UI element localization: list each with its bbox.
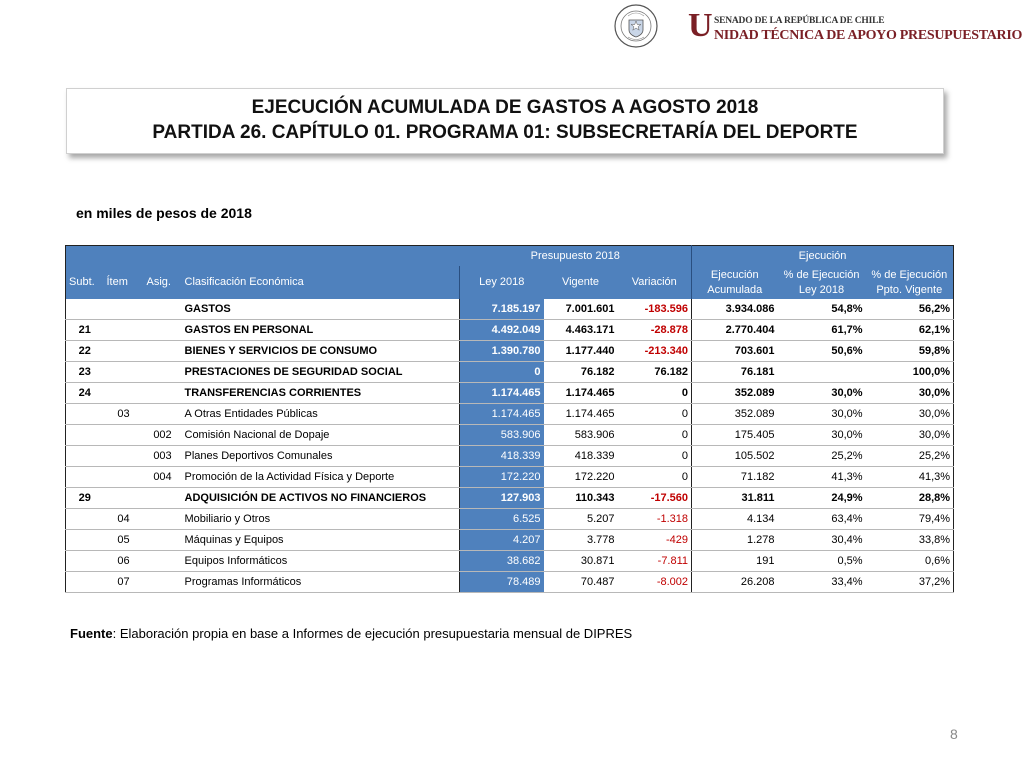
- cell-item: 04: [104, 509, 144, 530]
- cell-pct-ley: 0,5%: [778, 551, 866, 572]
- cell-clasificacion: ADQUISICIÓN DE ACTIVOS NO FINANCIEROS: [182, 488, 460, 509]
- cell-asig: [144, 362, 182, 383]
- cell-ley: 1.174.465: [460, 383, 544, 404]
- cell-variacion: -17.560: [618, 488, 692, 509]
- cell-variacion: -183.596: [618, 299, 692, 320]
- table-row: [66, 509, 954, 530]
- cell-pct-vigente: 28,8%: [866, 488, 954, 509]
- cell-ley: 78.489: [460, 572, 544, 593]
- col-header-pct-vigente: [866, 266, 954, 299]
- cell-pct-ley: 30,0%: [778, 425, 866, 446]
- cell-subt: 22: [66, 341, 104, 362]
- cell-variacion: 0: [618, 446, 692, 467]
- cell-item: [104, 425, 144, 446]
- cell-variacion: -1.318: [618, 509, 692, 530]
- cell-pct-ley: 25,2%: [778, 446, 866, 467]
- cell-clasificacion: Planes Deportivos Comunales: [182, 446, 460, 467]
- source-label: Fuente: [70, 626, 113, 641]
- title-box: [66, 88, 944, 154]
- cell-item: [104, 467, 144, 488]
- cell-pct-ley: 61,7%: [778, 320, 866, 341]
- cell-vigente: 76.182: [544, 362, 618, 383]
- cell-variacion: -7.811: [618, 551, 692, 572]
- col-header-pct-vigente-2: Ppto. Vigente: [876, 283, 943, 296]
- header-blank: [66, 246, 460, 267]
- cell-pct-vigente: 30,0%: [866, 383, 954, 404]
- cell-subt: [66, 299, 104, 320]
- cell-variacion: -213.340: [618, 341, 692, 362]
- cell-item: [104, 362, 144, 383]
- cell-asig: [144, 488, 182, 509]
- source-note: [70, 626, 632, 641]
- cell-subt: 23: [66, 362, 104, 383]
- cell-vigente: 1.174.465: [544, 383, 618, 404]
- cell-variacion: 0: [618, 404, 692, 425]
- cell-variacion: 0: [618, 383, 692, 404]
- table-row: [66, 572, 954, 593]
- brand-wordmark: [688, 6, 1023, 50]
- title-line-2: PARTIDA 26. CAPÍTULO 01. PROGRAMA 01: SUBSECRETARÍA DEL DEPORTE: [152, 122, 858, 143]
- cell-ejecucion: 31.811: [692, 488, 778, 509]
- cell-pct-vigente: 30,0%: [866, 404, 954, 425]
- group-header-presupuesto: Presupuesto 2018: [460, 246, 692, 267]
- cell-vigente: 1.174.465: [544, 404, 618, 425]
- cell-vigente: 110.343: [544, 488, 618, 509]
- cell-clasificacion: TRANSFERENCIAS CORRIENTES: [182, 383, 460, 404]
- cell-item: 03: [104, 404, 144, 425]
- cell-asig: 004: [144, 467, 182, 488]
- cell-ley: 4.207: [460, 530, 544, 551]
- col-header-ejecucion-acumulada: [692, 266, 778, 299]
- table-row: [66, 404, 954, 425]
- cell-subt: [66, 425, 104, 446]
- col-header-subt: Subt.: [66, 266, 104, 299]
- cell-vigente: 7.001.601: [544, 299, 618, 320]
- cell-vigente: 3.778: [544, 530, 618, 551]
- cell-ejecucion: 703.601: [692, 341, 778, 362]
- cell-asig: [144, 530, 182, 551]
- cell-ejecucion: 1.278: [692, 530, 778, 551]
- cell-pct-ley: 54,8%: [778, 299, 866, 320]
- col-header-pct-ley-1: % de Ejecución: [783, 268, 860, 281]
- cell-subt: 24: [66, 383, 104, 404]
- cell-asig: 002: [144, 425, 182, 446]
- cell-ejecucion: 352.089: [692, 404, 778, 425]
- col-header-variacion: Variación: [618, 266, 692, 299]
- cell-clasificacion: Comisión Nacional de Dopaje: [182, 425, 460, 446]
- cell-item: 07: [104, 572, 144, 593]
- cell-item: [104, 488, 144, 509]
- cell-ley: 6.525: [460, 509, 544, 530]
- cell-clasificacion: GASTOS: [182, 299, 460, 320]
- cell-asig: [144, 341, 182, 362]
- col-header-clasificacion: Clasificación Económica: [182, 266, 460, 299]
- cell-pct-ley: 50,6%: [778, 341, 866, 362]
- cell-ejecucion: 175.405: [692, 425, 778, 446]
- cell-variacion: -8.002: [618, 572, 692, 593]
- cell-variacion: 0: [618, 467, 692, 488]
- cell-item: [104, 341, 144, 362]
- cell-variacion: 0: [618, 425, 692, 446]
- table-row: [66, 551, 954, 572]
- cell-asig: [144, 572, 182, 593]
- cell-pct-vigente: 37,2%: [866, 572, 954, 593]
- budget-table: [65, 245, 953, 595]
- cell-asig: [144, 404, 182, 425]
- cell-subt: [66, 530, 104, 551]
- cell-clasificacion: Equipos Informáticos: [182, 551, 460, 572]
- cell-item: [104, 299, 144, 320]
- col-header-ejecucion-acumulada-2: Acumulada: [707, 283, 763, 296]
- col-header-vigente: Vigente: [544, 266, 618, 299]
- cell-variacion: -429: [618, 530, 692, 551]
- table-row: [66, 446, 954, 467]
- cell-ley: 127.903: [460, 488, 544, 509]
- col-header-pct-ley-2: Ley 2018: [798, 283, 845, 296]
- cell-ejecucion: 352.089: [692, 383, 778, 404]
- brand-letter: U: [688, 7, 713, 44]
- cell-variacion: 76.182: [618, 362, 692, 383]
- units-label: en miles de pesos de 2018: [76, 205, 252, 221]
- cell-clasificacion: A Otras Entidades Públicas: [182, 404, 460, 425]
- cell-ley: 0: [460, 362, 544, 383]
- cell-ley: 1.390.780: [460, 341, 544, 362]
- cell-pct-vigente: 0,6%: [866, 551, 954, 572]
- cell-pct-ley: [778, 362, 866, 383]
- cell-ley: 172.220: [460, 467, 544, 488]
- cell-ejecucion: 71.182: [692, 467, 778, 488]
- cell-item: [104, 446, 144, 467]
- cell-subt: 29: [66, 488, 104, 509]
- cell-item: 06: [104, 551, 144, 572]
- table-row: [66, 299, 954, 320]
- cell-pct-ley: 41,3%: [778, 467, 866, 488]
- cell-variacion: -28.878: [618, 320, 692, 341]
- cell-pct-vigente: 41,3%: [866, 467, 954, 488]
- cell-clasificacion: Máquinas y Equipos: [182, 530, 460, 551]
- table-row: [66, 530, 954, 551]
- cell-clasificacion: PRESTACIONES DE SEGURIDAD SOCIAL: [182, 362, 460, 383]
- cell-ley: 38.682: [460, 551, 544, 572]
- col-header-item: Ítem: [104, 266, 144, 299]
- cell-subt: [66, 572, 104, 593]
- cell-subt: [66, 446, 104, 467]
- cell-clasificacion: BIENES Y SERVICIOS DE CONSUMO: [182, 341, 460, 362]
- cell-ley: 418.339: [460, 446, 544, 467]
- table-row: [66, 425, 954, 446]
- cell-clasificacion: GASTOS EN PERSONAL: [182, 320, 460, 341]
- cell-clasificacion: Mobiliario y Otros: [182, 509, 460, 530]
- cell-pct-ley: 30,4%: [778, 530, 866, 551]
- title-line-1: EJECUCIÓN ACUMULADA DE GASTOS A AGOSTO 2018: [251, 97, 759, 118]
- cell-ley: 4.492.049: [460, 320, 544, 341]
- table-row: [66, 488, 954, 509]
- cell-ley: 1.174.465: [460, 404, 544, 425]
- cell-item: [104, 320, 144, 341]
- cell-vigente: 70.487: [544, 572, 618, 593]
- cell-pct-ley: 33,4%: [778, 572, 866, 593]
- cell-vigente: 4.463.171: [544, 320, 618, 341]
- col-header-asig: Asig.: [144, 266, 182, 299]
- cell-vigente: 583.906: [544, 425, 618, 446]
- cell-clasificacion: Programas Informáticos: [182, 572, 460, 593]
- group-header-ejecucion: Ejecución: [692, 246, 954, 267]
- cell-pct-vigente: 100,0%: [866, 362, 954, 383]
- cell-ejecucion: 76.181: [692, 362, 778, 383]
- cell-ejecucion: 4.134: [692, 509, 778, 530]
- cell-pct-ley: 30,0%: [778, 404, 866, 425]
- cell-pct-vigente: 30,0%: [866, 425, 954, 446]
- col-header-ejecucion-acumulada-1: Ejecución: [710, 268, 759, 281]
- col-header-pct-vigente-1: % de Ejecución: [871, 268, 948, 281]
- col-header-ley: Ley 2018: [460, 266, 544, 299]
- cell-vigente: 172.220: [544, 467, 618, 488]
- cell-asig: [144, 320, 182, 341]
- cell-pct-vigente: 59,8%: [866, 341, 954, 362]
- cell-pct-vigente: 79,4%: [866, 509, 954, 530]
- cell-item: [104, 383, 144, 404]
- cell-vigente: 418.339: [544, 446, 618, 467]
- logo-header: [612, 4, 1023, 50]
- cell-ejecucion: 105.502: [692, 446, 778, 467]
- cell-subt: [66, 404, 104, 425]
- cell-asig: [144, 509, 182, 530]
- cell-vigente: 5.207: [544, 509, 618, 530]
- source-text: : Elaboración propia en base a Informes de ejecución presupuestaria mensual de DIPRES: [112, 626, 633, 641]
- cell-pct-vigente: 33,8%: [866, 530, 954, 551]
- cell-subt: [66, 551, 104, 572]
- cell-ley: 7.185.197: [460, 299, 544, 320]
- cell-asig: [144, 551, 182, 572]
- cell-pct-ley: 63,4%: [778, 509, 866, 530]
- cell-vigente: 30.871: [544, 551, 618, 572]
- cell-ejecucion: 3.934.086: [692, 299, 778, 320]
- cell-asig: [144, 383, 182, 404]
- brand-senado: SENADO DE LA REPÚBLICA DE CHILE: [714, 16, 885, 26]
- brand-unidad: NIDAD TÉCNICA DE APOYO PRESUPUESTARIO: [714, 28, 1023, 43]
- cell-subt: 21: [66, 320, 104, 341]
- cell-ejecucion: 2.770.404: [692, 320, 778, 341]
- cell-vigente: 1.177.440: [544, 341, 618, 362]
- cell-pct-ley: 30,0%: [778, 383, 866, 404]
- table-row: [66, 467, 954, 488]
- cell-asig: 003: [144, 446, 182, 467]
- cell-pct-vigente: 62,1%: [866, 320, 954, 341]
- cell-subt: [66, 467, 104, 488]
- cell-ejecucion: 26.208: [692, 572, 778, 593]
- cell-item: 05: [104, 530, 144, 551]
- cell-ejecucion: 191: [692, 551, 778, 572]
- table-row: [66, 320, 954, 341]
- cell-subt: [66, 509, 104, 530]
- table-row: [66, 341, 954, 362]
- cell-pct-ley: 24,9%: [778, 488, 866, 509]
- cell-asig: [144, 299, 182, 320]
- table-row: [66, 383, 954, 404]
- cell-pct-vigente: 25,2%: [866, 446, 954, 467]
- col-header-pct-ley: [778, 266, 866, 299]
- table-row: [66, 362, 954, 383]
- table-body: [66, 299, 954, 593]
- cell-pct-vigente: 56,2%: [866, 299, 954, 320]
- cell-clasificacion: Promoción de la Actividad Física y Deporte: [182, 467, 460, 488]
- page-number: 8: [950, 726, 958, 742]
- cell-ley: 583.906: [460, 425, 544, 446]
- senate-seal-icon: [614, 4, 658, 48]
